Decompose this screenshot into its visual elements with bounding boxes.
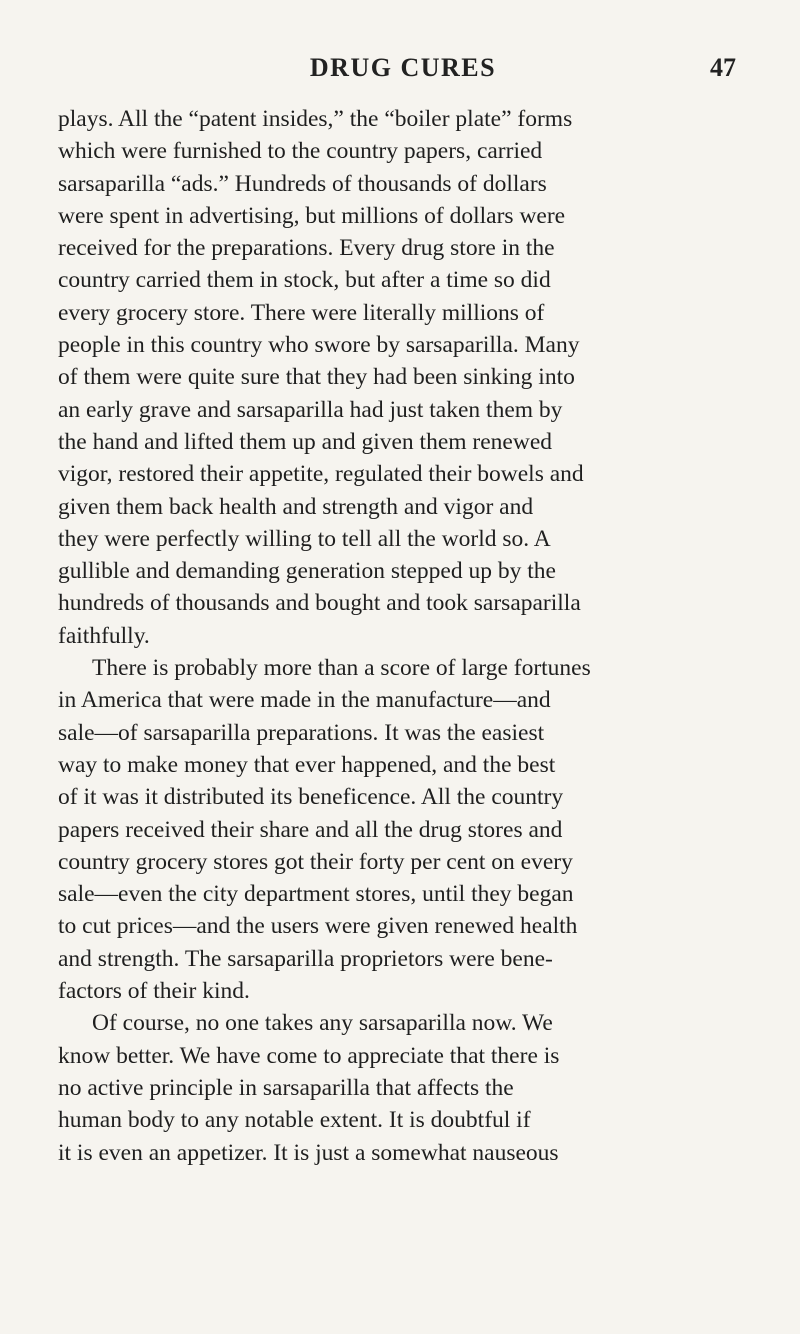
- text-line: plays. All the “patent insides,” the “boiler plate” forms: [58, 106, 573, 132]
- text-line: sale—of sarsaparilla preparations. It was the easiest: [58, 719, 545, 746]
- text-line: it is even an appetizer. It is just a somewhat nauseous: [58, 1139, 559, 1166]
- text-line: Of course, no one takes any sarsaparilla now. We: [92, 1010, 553, 1037]
- text-line: to cut prices—and the users were given renewed health: [58, 913, 578, 940]
- text-line: sarsaparilla “ads.” Hundreds of thousands of dollars: [58, 170, 547, 197]
- text-line: human body to any notable extent. It is doubtful if: [58, 1107, 531, 1134]
- text-line: hundreds of thousands and bought and took sarsaparilla: [58, 590, 581, 617]
- text-line: vigor, restored their appetite, regulated their bowels and: [58, 461, 584, 488]
- text-line: way to make money that ever happened, and the best: [58, 751, 556, 778]
- text-line: they were perfectly willing to tell all the world so. A: [58, 525, 551, 552]
- text-line: There is probably more than a score of large fortunes: [92, 655, 591, 682]
- text-line: every grocery store. There were literally millions of: [58, 299, 545, 326]
- text-line: of it was it distributed its beneficence. All the country: [58, 784, 564, 811]
- text-line: people in this country who swore by sarsaparilla. Many: [58, 332, 580, 359]
- text-line: an early grave and sarsaparilla had just taken them by: [58, 396, 563, 423]
- text-line: sale—even the city department stores, until they began: [58, 881, 574, 908]
- text-line: no active principle in sarsaparilla that affects the: [58, 1074, 514, 1101]
- text-line: and strength. The sarsaparilla proprietors were bene-: [58, 945, 553, 972]
- text-line: in America that were made in the manufacture—and: [58, 687, 551, 714]
- text-line: which were furnished to the country papers, carried: [58, 138, 543, 165]
- text-line: know better. We have come to appreciate that there is: [58, 1042, 560, 1069]
- paragraph-1: [58, 103, 740, 652]
- page-number: 47: [710, 53, 736, 82]
- text-line: factors of their kind.: [58, 978, 250, 1005]
- text-line: faithfully.: [58, 622, 150, 649]
- paragraph-3: [58, 1007, 740, 1168]
- text-line: papers received their share and all the drug stores and: [58, 816, 563, 843]
- body-text: [58, 103, 740, 1169]
- text-line: gullible and demanding generation stepped up by the: [58, 558, 556, 585]
- text-line: were spent in advertising, but millions of dollars were: [58, 202, 566, 229]
- text-line: given them back health and strength and vigor and: [58, 493, 534, 520]
- text-line: of them were quite sure that they had been sinking into: [58, 364, 575, 391]
- text-line: country grocery stores got their forty per cent on every: [58, 848, 573, 875]
- text-line: country carried them in stock, but after a time so did: [58, 267, 551, 294]
- text-line: the hand and lifted them up and given them renewed: [58, 428, 552, 455]
- text-line: received for the preparations. Every drug store in the: [58, 235, 555, 262]
- running-head: DRUG CURES: [309, 53, 497, 82]
- page-header: [58, 53, 748, 89]
- paragraph-2: [58, 652, 740, 1007]
